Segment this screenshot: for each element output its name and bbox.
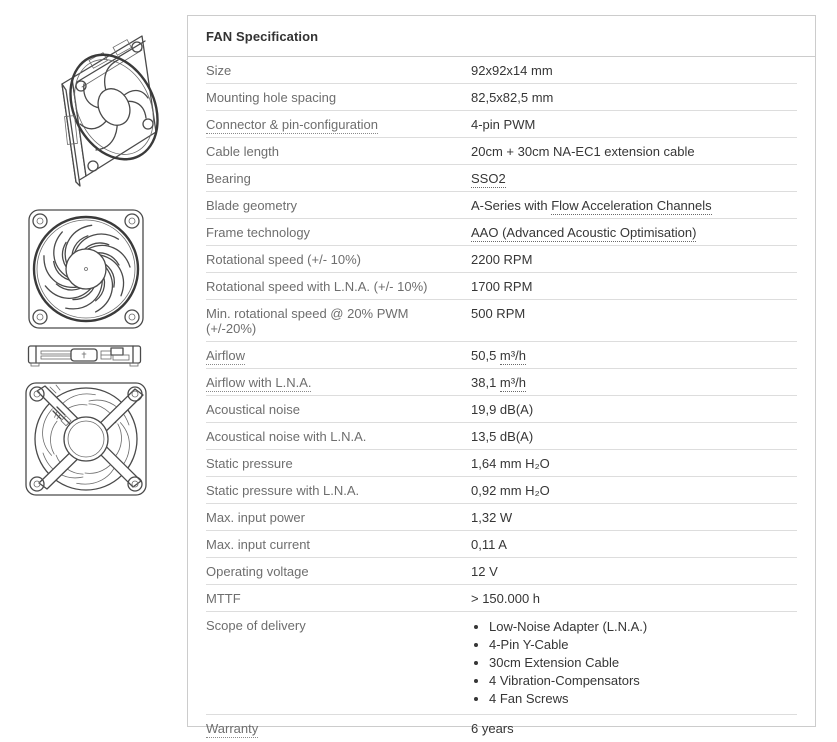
scope-of-delivery-item: • 4 Fan Screws: [489, 691, 647, 706]
fan-front-drawing-icon: [27, 206, 146, 332]
spec-row: [206, 192, 797, 219]
spec-value: [471, 111, 535, 137]
spec-value: [471, 84, 553, 110]
spec-row: [206, 450, 797, 477]
spec-label: [206, 612, 471, 638]
spec-label-text: Static pressure: [206, 456, 293, 471]
spec-value-text: A-Series with: [471, 198, 552, 213]
spec-row: [206, 57, 797, 84]
spec-value-text: 12 V: [471, 564, 498, 579]
scope-of-delivery-item: • Low-Noise Adapter (L.N.A.): [489, 619, 647, 634]
spec-label: [206, 342, 471, 368]
spec-row: [206, 423, 797, 450]
spec-row: [206, 612, 797, 715]
scope-of-delivery-item: • 30cm Extension Cable: [489, 655, 647, 670]
spec-value: [471, 300, 525, 326]
spec-value-text: 2200 RPM: [471, 252, 533, 267]
spec-value-text: > 150.000 h: [471, 591, 541, 606]
spec-value: [471, 531, 507, 557]
spec-label: [206, 531, 471, 557]
spec-value-text: 20cm + 30cm NA-EC1 extension cable: [471, 144, 695, 159]
spec-rows: [206, 57, 797, 741]
spec-value: [471, 396, 533, 422]
spec-value: [471, 450, 550, 476]
spec-label-text: Cable length: [206, 144, 279, 159]
spec-value-text: 1,32 W: [471, 510, 513, 525]
spec-value: [471, 273, 532, 299]
spec-value-tooltip-term[interactable]: SSO2: [471, 171, 506, 186]
spec-label: [206, 219, 471, 245]
spec-label-tooltip-term[interactable]: Airflow with L.N.A.: [206, 375, 312, 390]
spec-label: [206, 111, 471, 137]
thumbnail-fan-isometric[interactable]: [30, 16, 162, 198]
spec-value: [471, 423, 533, 449]
spec-row: [206, 219, 797, 246]
spec-value: [471, 219, 696, 245]
spec-label: [206, 504, 471, 530]
spec-value-text: 38,1: [471, 375, 500, 390]
scope-of-delivery-list: [471, 619, 647, 706]
spec-row: [206, 504, 797, 531]
spec-value-text: 0,92 mm H₂O: [471, 483, 550, 498]
spec-label-text: Acoustical noise: [206, 402, 300, 417]
spec-row: [206, 477, 797, 504]
spec-label: [206, 165, 471, 191]
spec-label-text: Acoustical noise with L.N.A.: [206, 429, 367, 444]
spec-value: [471, 612, 647, 714]
fan-rear-drawing-icon: [23, 381, 151, 497]
panel-title: FAN Specification: [188, 16, 815, 57]
spec-label-text: Rotational speed (+/- 10%): [206, 252, 362, 267]
scope-of-delivery-item: • 4 Vibration-Compensators: [489, 673, 647, 688]
spec-label: [206, 138, 471, 164]
spec-label-text: Max. input power: [206, 510, 305, 525]
spec-label-text: Size: [206, 63, 232, 78]
spec-value: [471, 558, 498, 584]
spec-value-text: 92x92x14 mm: [471, 63, 553, 78]
spec-label: [206, 273, 471, 299]
spec-value-text: 0,11 A: [471, 537, 507, 552]
thumbnail-fan-rear[interactable]: [23, 381, 151, 497]
thumbnail-fan-front[interactable]: [27, 206, 146, 332]
spec-label: [206, 423, 471, 449]
spec-row: [206, 369, 797, 396]
spec-row: [206, 531, 797, 558]
fan-side-drawing-icon: [27, 343, 142, 368]
spec-value: [471, 342, 526, 368]
spec-value-text: 13,5 dB(A): [471, 429, 534, 444]
spec-value: [471, 477, 550, 503]
spec-value: [471, 585, 540, 611]
spec-value: [471, 246, 532, 272]
spec-label: [206, 477, 471, 503]
spec-value-text: 500 RPM: [471, 306, 526, 321]
spec-label-text: MTTF: [206, 591, 241, 606]
spec-label-tooltip-term[interactable]: Warranty: [206, 721, 259, 736]
spec-panel: [187, 15, 816, 736]
spec-value-text: 1700 RPM: [471, 279, 533, 294]
spec-value-text: 19,9 dB(A): [471, 402, 534, 417]
spec-label-text: Min. rotational speed @ 20% PWM (+/-20%): [206, 306, 409, 336]
fan-isometric-drawing-icon: [30, 16, 162, 198]
spec-label-text: Static pressure with L.N.A.: [206, 483, 360, 498]
spec-row: [206, 300, 797, 342]
thumbnail-fan-side[interactable]: [27, 343, 142, 368]
spec-row: [206, 273, 797, 300]
spec-value: [471, 192, 712, 218]
spec-label-text: Mounting hole spacing: [206, 90, 337, 105]
spec-row: [206, 246, 797, 273]
spec-label: [206, 57, 471, 83]
spec-row: [206, 558, 797, 585]
spec-label: [206, 558, 471, 584]
spec-value: [471, 57, 553, 83]
spec-value-tooltip-term[interactable]: m³/h: [499, 375, 526, 390]
spec-label: [206, 396, 471, 422]
spec-value-text: 82,5x82,5 mm: [471, 90, 554, 105]
spec-value: [471, 369, 526, 395]
spec-row: [206, 138, 797, 165]
spec-row: [206, 342, 797, 369]
spec-label-tooltip-term[interactable]: Connector & pin-configuration: [206, 117, 378, 132]
spec-value-text: 1,64 mm H₂O: [471, 456, 550, 471]
scope-of-delivery-item: • 4-Pin Y-Cable: [489, 637, 647, 652]
spec-label-text: Operating voltage: [206, 564, 309, 579]
spec-label: [206, 369, 471, 395]
spec-label-text: Bearing: [206, 171, 251, 186]
spec-row: [206, 84, 797, 111]
spec-value-tooltip-term[interactable]: AAO (Advanced Acoustic Optimisation): [471, 225, 697, 240]
spec-label: [206, 300, 471, 341]
spec-label: [206, 715, 471, 741]
spec-label-text: Max. input current: [206, 537, 311, 552]
spec-row: [206, 111, 797, 138]
spec-label: [206, 192, 471, 218]
spec-row: [206, 715, 797, 741]
spec-value: [471, 504, 512, 530]
spec-value: [471, 138, 695, 164]
spec-label: [206, 450, 471, 476]
spec-label-text: Frame technology: [206, 225, 311, 240]
spec-value-text: 4-pin PWM: [471, 117, 536, 132]
spec-value-tooltip-term[interactable]: m³/h: [499, 348, 526, 363]
spec-label: [206, 585, 471, 611]
spec-label-text: Rotational speed with L.N.A. (+/- 10%): [206, 279, 428, 294]
spec-value-text: 6 years: [471, 721, 514, 736]
spec-row: [206, 165, 797, 192]
spec-value-text: 50,5: [471, 348, 500, 363]
spec-label-text: Blade geometry: [206, 198, 298, 213]
spec-value-tooltip-term[interactable]: Flow Acceleration Channels: [551, 198, 712, 213]
spec-label-text: Scope of delivery: [206, 618, 306, 633]
spec-label: [206, 246, 471, 272]
spec-label: [206, 84, 471, 110]
spec-value: [471, 715, 514, 741]
spec-label-tooltip-term[interactable]: Airflow: [206, 348, 246, 363]
spec-row: [206, 585, 797, 612]
spec-value: [471, 165, 506, 191]
spec-row: [206, 396, 797, 423]
